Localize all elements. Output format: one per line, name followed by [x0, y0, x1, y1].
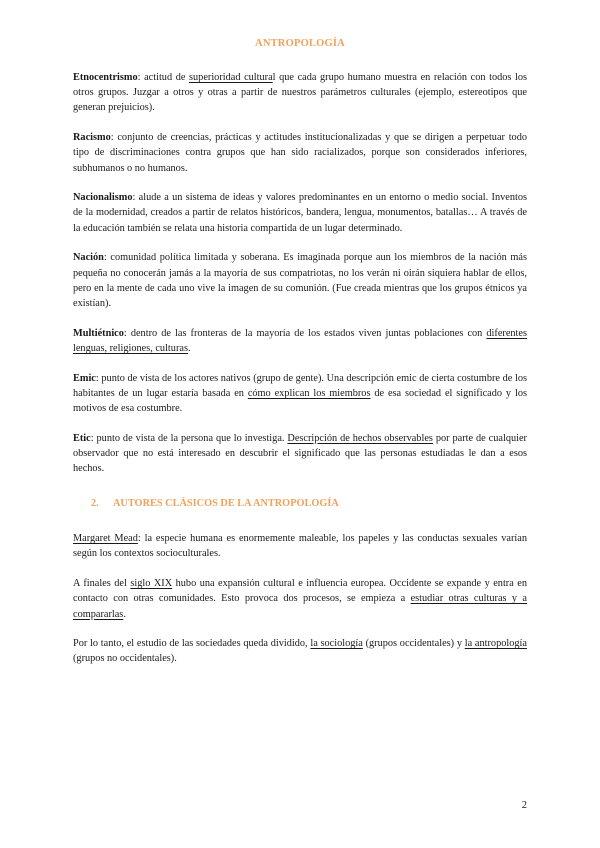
term-label: Nacionalismo — [73, 192, 133, 204]
definition-etnocentrismo — [73, 70, 527, 116]
definition-racismo — [73, 130, 527, 176]
term-label: Etic — [73, 432, 91, 444]
underlined-text: Descripción de hechos observables — [287, 432, 433, 444]
page-header-title: ANTROPOLOGÍA — [255, 38, 345, 49]
underlined-text: superioridad cultura — [189, 72, 273, 83]
paragraph-siglo-xix — [73, 576, 527, 622]
definition-emic — [73, 371, 527, 417]
definition-text: : conjunto de creencias, prácticas y actitudes institucionalizadas y que se dirigen a perpetuar todo tipo de discriminaciones contra grupos que han sido racializados, porque son considerados inferiores, subhumanos o no humanos. — [73, 132, 527, 174]
paragraph-text: A finales del — [73, 578, 131, 590]
underlined-text: diferentes lenguas, religiones, culturas — [73, 327, 527, 354]
paragraph-text: hubo una expansión cultural e influencia europea. Occidente se expande y entra en contacto con otras comunidades. Esto provoca dos procesos, se empieza a — [73, 578, 527, 605]
underlined-text: estudiar otras culturas y a compararlas — [73, 593, 527, 620]
term-label: Etnocentrismo — [73, 72, 138, 83]
definition-text: : dentro de las fronteras de la mayoría de los estados viven juntas poblaciones con — [123, 327, 487, 339]
paragraph-margaret-mead — [73, 531, 527, 561]
paragraph-text: . — [123, 608, 126, 620]
section-number: 2. — [91, 498, 99, 510]
definition-nacion — [73, 250, 527, 311]
underlined-text: la antropología — [464, 638, 527, 650]
underlined-text: la sociología — [310, 638, 363, 650]
term-label: Nación — [73, 252, 104, 264]
definition-text: : punto de vista de los actores nativos (grupo de gente). Una descripción emic de cierta costumbre de los habitantes de un lugar estaría basada en — [73, 372, 527, 399]
page-number: 2 — [521, 800, 527, 811]
definition-text: : punto de vista de la persona que lo investiga. — [90, 432, 288, 444]
definition-text: de esa sociedad el significado y los motivos de esa costumbre. — [73, 387, 527, 414]
underlined-text: siglo XIX — [130, 578, 173, 590]
definition-etic — [73, 431, 527, 477]
definition-text: : alude a un sistema de ideas y valores predominantes en un entorno o medio social. Inventos de la modernidad, creados a partir de relatos históricos, bandera, lengua, monumentos, batallas… A través de la educación también se relata una historia compartida de un lugar determinado. — [73, 192, 527, 234]
document-body — [73, 70, 527, 681]
section-title: AUTORES CLÁSICOS DE LA ANTROPOLOGÍA — [113, 498, 339, 510]
definition-multietnico — [73, 326, 527, 356]
term-label: Multiétnico — [73, 327, 124, 339]
paragraph-text: (grupos occidentales) y — [362, 638, 465, 650]
paragraph-text: (grupos no occidentales). — [73, 653, 177, 665]
underlined-text: Margaret Mead — [73, 533, 138, 545]
term-label: Emic — [73, 372, 96, 384]
paragraph-sociologia-antropologia — [73, 636, 527, 666]
paragraph-text: : la especie humana es enormemente maleable, los papeles y las conductas sexuales varían según los contextos socioculturales. — [73, 533, 527, 560]
term-label: Racismo — [73, 132, 111, 144]
definition-text: : actitud de — [137, 72, 190, 83]
paragraph-text: Por lo tanto, el estudio de las sociedades queda dividido, — [73, 638, 311, 650]
definition-text: l que cada grupo humano muestra en relación con todos los otros grupos. Juzgar a otros y otras a partir de nuestros parámetros culturales (ejemplo, estereotipos que generan prejuicios). — [73, 72, 527, 114]
definition-text: : comunidad política limitada y soberana. Es imaginada porque aun los miembros de la nación más pequeña no conocerán jamás a la mayoría de sus compatriotas, no los verán ni oirán siquiera hablar de ellos, pero en la mente de cada uno vive la imagen de su comunión. (Fue creada mientras que los grupos étnicos ya existían). — [73, 252, 527, 309]
definition-text: por parte de cualquier observador que no está interesado en descubrir el significado que las personas estudiadas le dan a esos hechos. — [73, 432, 527, 475]
definition-text: . — [187, 342, 191, 354]
section-heading — [91, 498, 527, 509]
underlined-text: cómo explican los miembros — [247, 387, 371, 399]
definition-nacionalismo — [73, 190, 527, 236]
